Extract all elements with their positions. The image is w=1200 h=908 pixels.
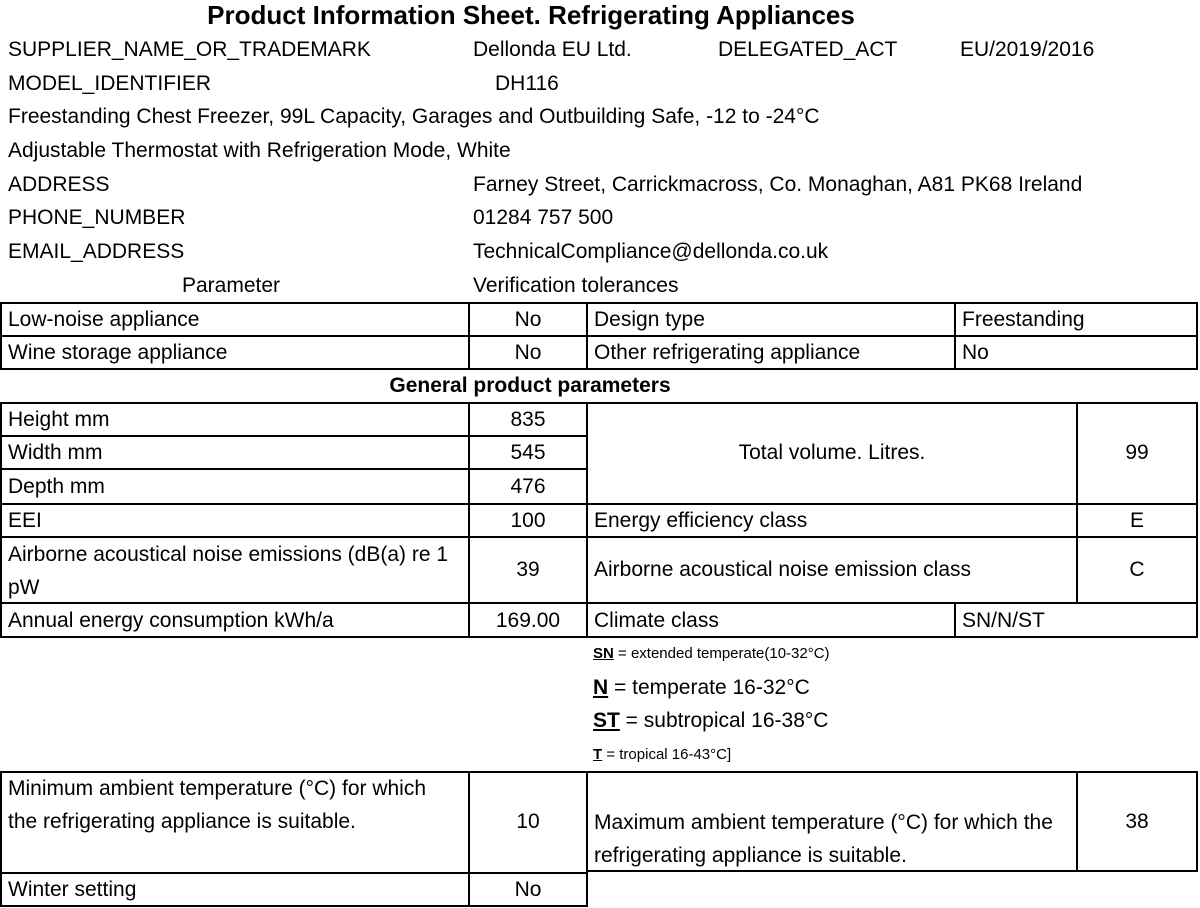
other-appliance-value: No — [962, 341, 989, 364]
model-label: MODEL_IDENTIFIER — [8, 72, 212, 95]
delegated-act-value: EU/2019/2016 — [960, 38, 1095, 61]
total-volume-label: Total volume. Litres. — [738, 441, 926, 464]
address-label: ADDRESS — [8, 173, 110, 196]
description-line-1: Freestanding Chest Freezer, 99L Capacity, Garages and Outbuilding Safe, -12 to -24°C — [8, 105, 820, 128]
climate-code-t: T — [593, 746, 603, 763]
energy-class-value: E — [1129, 509, 1144, 532]
document-title: Product Information Sheet. Refrigerating Appliances — [207, 0, 855, 30]
climate-class-label: Climate class — [594, 609, 719, 632]
address-value: Farney Street, Carrickmacross, Co. Monaghan, A81 PK68 Ireland — [473, 173, 1083, 196]
climate-text-sn: = extended temperate(10-32°C) — [613, 645, 830, 662]
wine-storage-value: No — [514, 341, 542, 364]
email-label: EMAIL_ADDRESS — [8, 240, 185, 263]
tolerances-heading: Verification tolerances — [473, 274, 679, 297]
general-parameters-heading: General product parameters — [389, 374, 671, 397]
delegated-act-label: DELEGATED_ACT — [718, 38, 898, 61]
winter-setting-label: Winter setting — [8, 878, 137, 901]
low-noise-value: No — [514, 308, 542, 331]
height-value: 835 — [510, 408, 546, 431]
climate-note-sn — [593, 643, 830, 665]
climate-class-value: SN/N/ST — [962, 609, 1045, 632]
winter-setting-value: No — [514, 878, 542, 901]
parameter-heading: Parameter — [182, 274, 281, 297]
climate-code-st: ST — [593, 709, 620, 732]
design-type-value: Freestanding — [962, 308, 1085, 331]
noise-emissions-label: Airborne acoustical noise emissions (dB(a) re 1 pW — [8, 543, 449, 599]
climate-text-n: = temperate 16-32°C — [608, 676, 810, 699]
depth-label: Depth mm — [8, 475, 105, 498]
annual-energy-label: Annual energy consumption kWh/a — [8, 609, 334, 632]
min-ambient-label: Minimum ambient temperature (°C) for which the refrigerating appliance is suitable. — [8, 777, 427, 833]
total-volume-value: 99 — [1125, 441, 1149, 464]
climate-note-st — [593, 705, 828, 737]
design-type-label: Design type — [594, 308, 705, 331]
phone-value: 01284 757 500 — [473, 206, 614, 229]
supplier-label: SUPPLIER_NAME_OR_TRADEMARK — [8, 38, 371, 61]
climate-note-n — [593, 672, 810, 704]
climate-text-t: = tropical 16-43°C] — [602, 746, 732, 763]
climate-code-n: N — [593, 676, 609, 699]
height-label: Height mm — [8, 408, 110, 431]
max-ambient-label: Maximum ambient temperature (°C) for which the refrigerating appliance is suitable. — [594, 811, 1053, 867]
noise-class-value: C — [1129, 558, 1145, 581]
eei-label: EEI — [8, 509, 42, 532]
climate-note-t — [593, 744, 731, 766]
min-ambient-value: 10 — [516, 810, 540, 833]
wine-storage-label: Wine storage appliance — [8, 341, 228, 364]
annual-energy-value: 169.00 — [495, 609, 561, 632]
description-line-2: Adjustable Thermostat with Refrigeration Mode, White — [8, 139, 511, 162]
climate-text-st: = subtropical 16-38°C — [619, 709, 829, 732]
supplier-value: Dellonda EU Ltd. — [473, 38, 632, 61]
max-ambient-value: 38 — [1125, 810, 1149, 833]
noise-class-label: Airborne acoustical noise emission class — [594, 558, 972, 581]
low-noise-label: Low-noise appliance — [8, 308, 200, 331]
width-label: Width mm — [8, 441, 103, 464]
model-value: DH116 — [495, 72, 559, 95]
width-value: 545 — [510, 441, 546, 464]
email-value: TechnicalCompliance@dellonda.co.uk — [473, 240, 829, 263]
climate-code-sn: SN — [593, 645, 614, 662]
depth-value: 476 — [510, 475, 546, 498]
eei-value: 100 — [510, 509, 546, 532]
energy-class-label: Energy efficiency class — [594, 509, 808, 532]
noise-emissions-value: 39 — [516, 558, 540, 581]
other-appliance-label: Other refrigerating appliance — [594, 341, 861, 364]
phone-label: PHONE_NUMBER — [8, 206, 186, 229]
